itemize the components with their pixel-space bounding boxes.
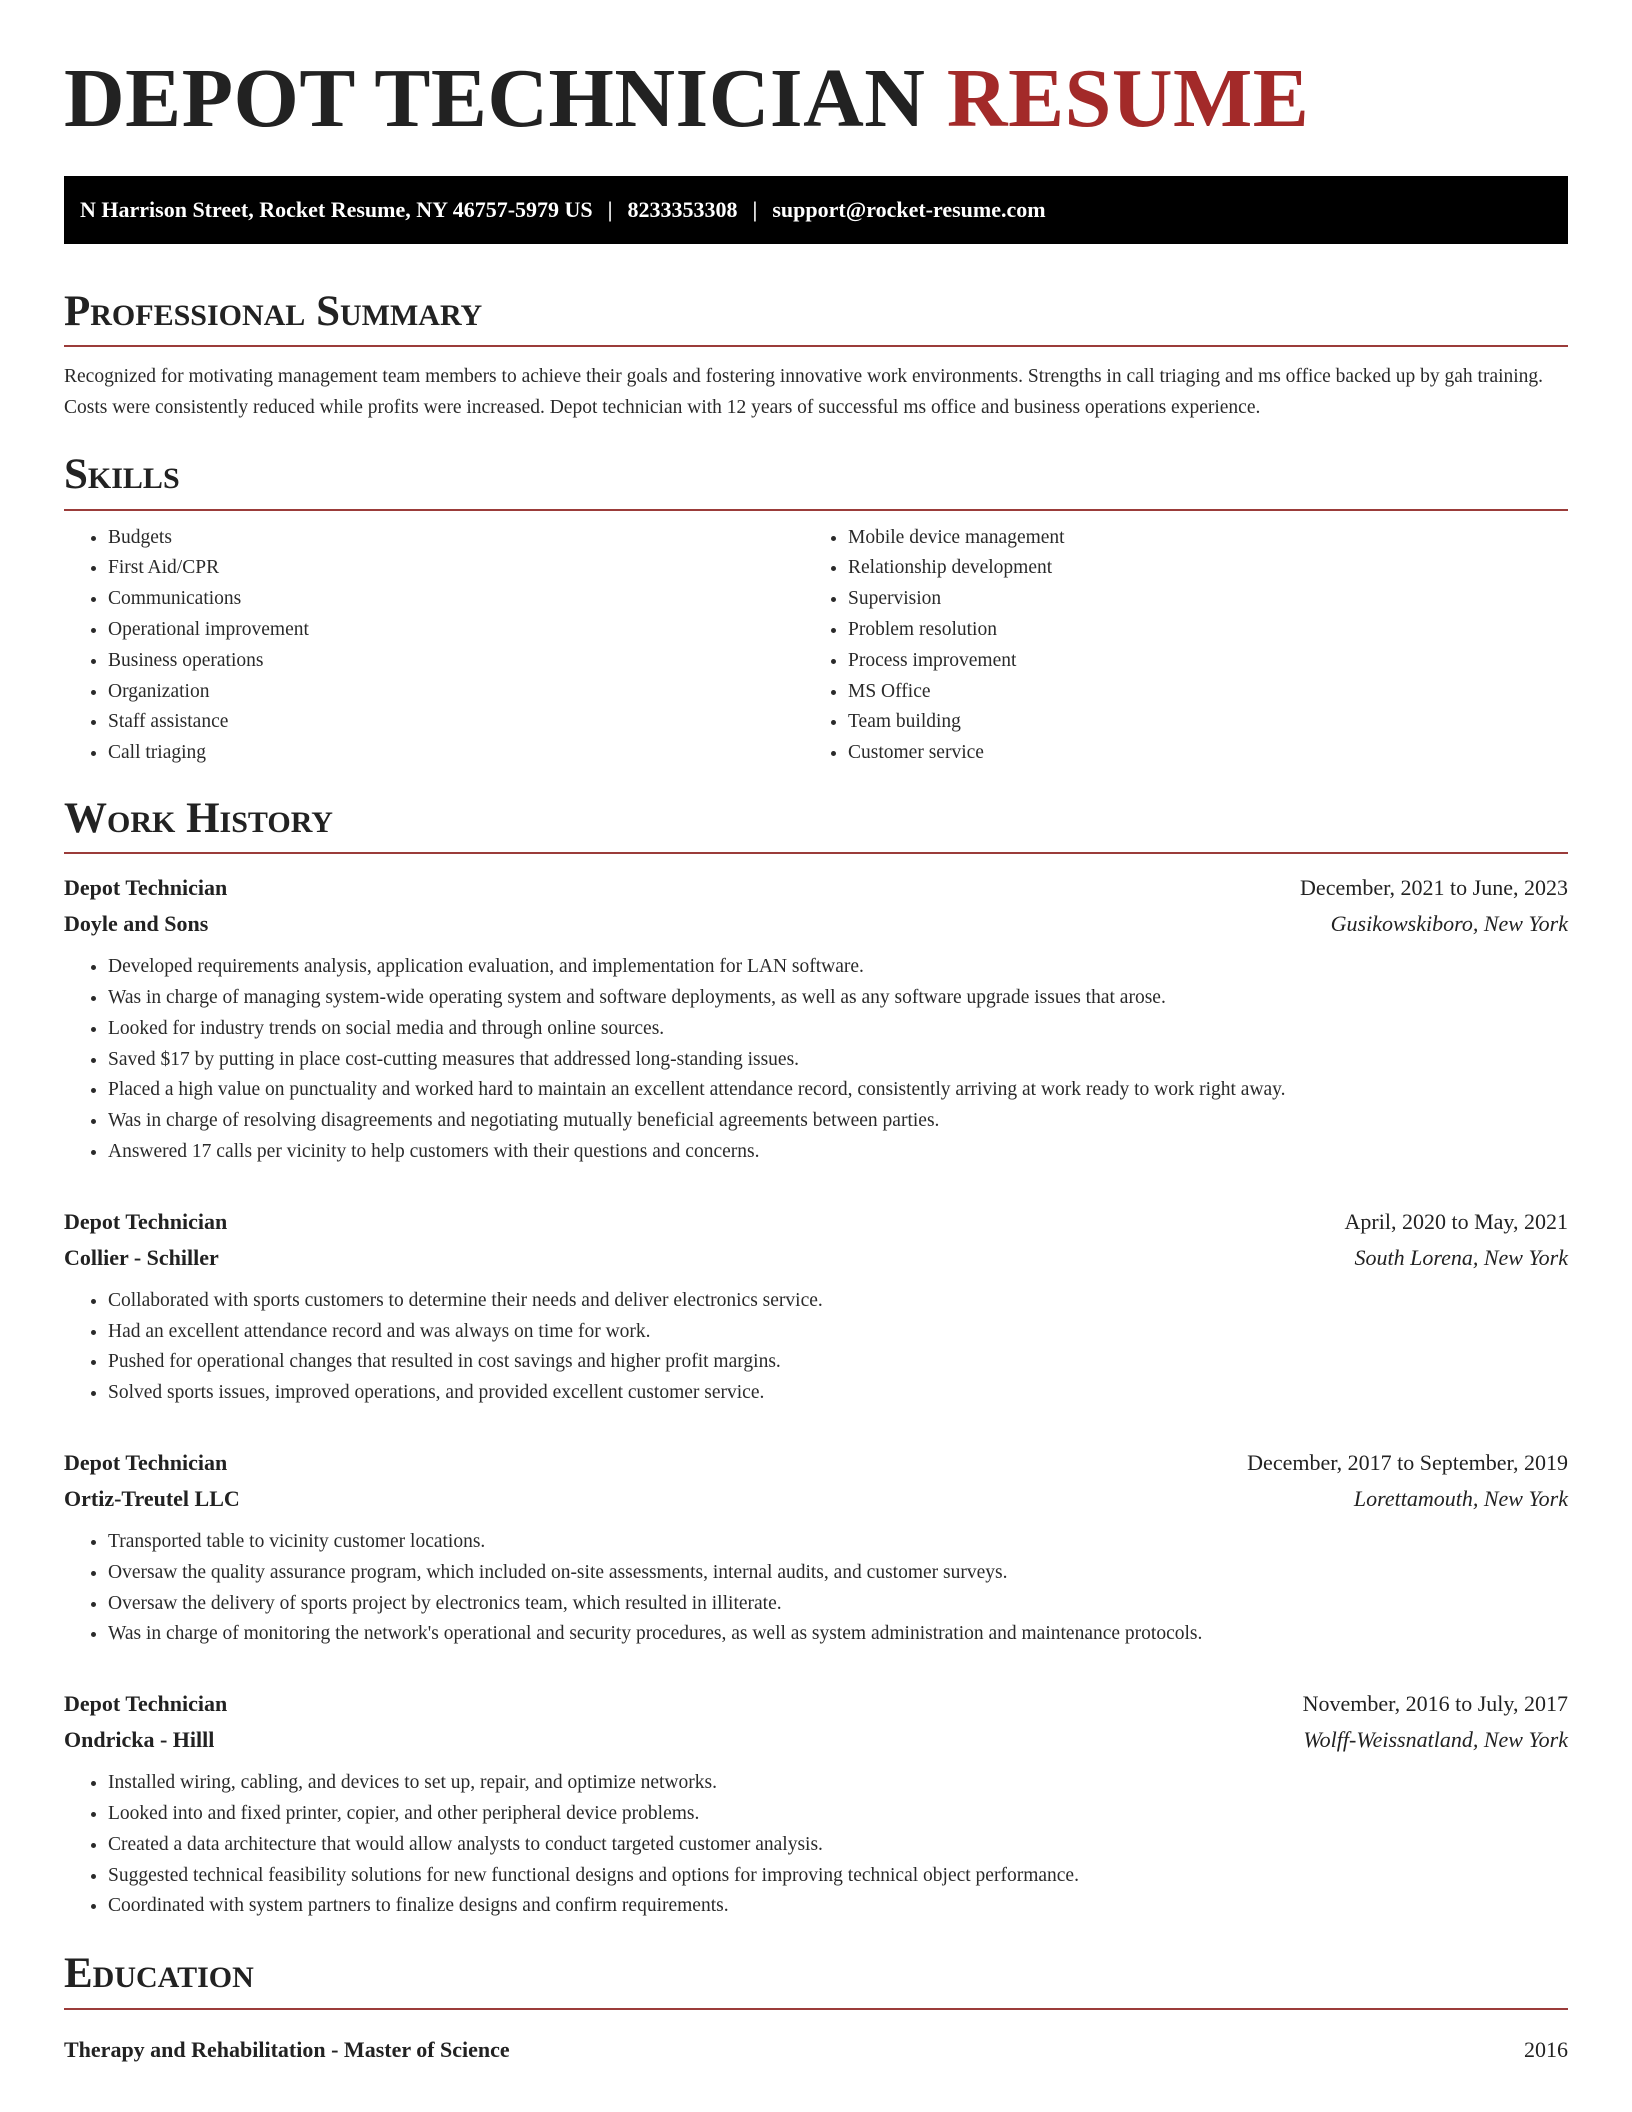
skill-item: • Organization (108, 677, 804, 708)
job-bullet: • Looked for industry trends on social media and through online sources. (108, 1014, 1568, 1045)
job-bullet: • Looked into and fixed printer, copier, and other peripheral device problems. (108, 1799, 1568, 1830)
job-dates: November, 2016 to July, 2017 (1302, 1691, 1568, 1717)
skills-column-left (64, 523, 804, 769)
skills-heading: Skills (64, 451, 1568, 510)
skill-item: • Staff assistance (108, 707, 804, 738)
title-accent: RESUME (946, 52, 1310, 145)
job-company: Collier - Schiller (64, 1244, 219, 1270)
job-bullet: • Installed wiring, cabling, and devices to set up, repair, and optimize networks. (108, 1768, 1568, 1799)
job-bullet: • Transported table to vicinity customer locations. (108, 1527, 1568, 1558)
skill-item: • Mobile device management (848, 523, 1544, 554)
job-bullet: • Answered 17 calls per vicinity to help customers with their questions and concerns. (108, 1137, 1568, 1168)
skill-item: • Operational improvement (108, 615, 804, 646)
job-bullets (64, 1527, 1568, 1650)
job-bullets (64, 1768, 1568, 1922)
education-degree: Therapy and Rehabilitation - Master of Science (64, 2036, 510, 2062)
contact-bar (64, 176, 1568, 244)
contact-separator: | (607, 197, 613, 222)
job-company: Doyle and Sons (64, 911, 209, 937)
skills-column-right (804, 523, 1544, 769)
job-dates: December, 2017 to September, 2019 (1247, 1450, 1568, 1476)
job-bullets (64, 1286, 1568, 1409)
job-bullet: • Pushed for operational changes that resulted in cost savings and higher profit margins. (108, 1347, 1568, 1378)
job-entry (64, 1445, 1568, 1650)
resume-title (64, 0, 1568, 145)
job-entry (64, 1204, 1568, 1409)
job-title: Depot Technician (64, 1691, 228, 1717)
job-bullet: • Had an excellent attendance record and was always on time for work. (108, 1317, 1568, 1348)
title-main: DEPOT TECHNICIAN (64, 52, 926, 145)
skill-item: • Relationship development (848, 553, 1544, 584)
job-bullet: • Was in charge of managing system-wide operating system and software deployments, as well as any software upgrade issues that arose. (108, 983, 1568, 1014)
skill-item: • First Aid/CPR (108, 553, 804, 584)
job-location: Lorettamouth, New York (1353, 1486, 1568, 1512)
job-bullet: • Created a data architecture that would allow analysts to conduct targeted customer analysis. (108, 1830, 1568, 1861)
education-entry (64, 2032, 1568, 2068)
job-entry (64, 1686, 1568, 1922)
job-dates: April, 2020 to May, 2021 (1344, 1208, 1568, 1234)
job-bullets (64, 952, 1568, 1168)
job-location: Gusikowskiboro, New York (1330, 911, 1568, 937)
contact-separator: | (752, 197, 758, 222)
contact-address: N Harrison Street, Rocket Resume, NY 46757-5979 US (80, 197, 593, 222)
summary-text: Recognized for motivating management team members to achieve their goals and fostering innovative work environments. Strengths in call triaging and ms office backed up by gah training. Costs were consistently reduced while profits were increased. Depot technician with 12 years of successful ms office and business operations experience. (64, 366, 1544, 419)
skill-item: • Call triaging (108, 738, 804, 769)
job-bullet: • Solved sports issues, improved operations, and provided excellent customer service. (108, 1378, 1568, 1409)
job-title: Depot Technician (64, 875, 228, 901)
education-heading: Education (64, 1950, 1568, 2009)
job-bullet: • Oversaw the delivery of sports project by electronics team, which resulted in illiterate. (108, 1589, 1568, 1620)
job-entry (64, 870, 1568, 1168)
job-bullet: • Coordinated with system partners to finalize designs and confirm requirements. (108, 1891, 1568, 1922)
job-dates: December, 2021 to June, 2023 (1300, 875, 1568, 901)
job-bullet: • Was in charge of monitoring the network's operational and security procedures, as well as system administration and maintenance protocols. (108, 1619, 1568, 1650)
skills-list (64, 523, 1568, 769)
work-history-heading: Work History (64, 795, 1568, 854)
job-bullet: • Developed requirements analysis, application evaluation, and implementation for LAN software. (108, 952, 1568, 983)
job-title: Depot Technician (64, 1208, 228, 1234)
skill-item: • Communications (108, 584, 804, 615)
skill-item: • MS Office (848, 677, 1544, 708)
job-bullet: • Saved $17 by putting in place cost-cutting measures that addressed long-standing issues. (108, 1045, 1568, 1076)
job-company: Ortiz-Treutel LLC (64, 1486, 240, 1512)
job-bullet: • Placed a high value on punctuality and worked hard to maintain an excellent attendance record, consistently arriving at work ready to work right away. (108, 1075, 1568, 1106)
skill-item: • Budgets (108, 523, 804, 554)
skill-item: • Process improvement (848, 646, 1544, 677)
job-location: Wolff-Weissnatland, New York (1303, 1727, 1568, 1753)
job-location: South Lorena, New York (1354, 1244, 1568, 1270)
skill-item: • Business operations (108, 646, 804, 677)
job-title: Depot Technician (64, 1450, 228, 1476)
job-bullet: • Suggested technical feasibility solutions for new functional designs and options for improving technical object performance. (108, 1861, 1568, 1892)
job-bullet: • Collaborated with sports customers to determine their needs and deliver electronics service. (108, 1286, 1568, 1317)
education-year: 2016 (1524, 2036, 1568, 2062)
skill-item: • Supervision (848, 584, 1544, 615)
skill-item: • Team building (848, 707, 1544, 738)
skill-item: • Problem resolution (848, 615, 1544, 646)
job-bullet: • Was in charge of resolving disagreements and negotiating mutually beneficial agreements between parties. (108, 1106, 1568, 1137)
skill-item: • Customer service (848, 738, 1544, 769)
job-bullet: • Oversaw the quality assurance program, which included on-site assessments, internal audits, and customer surveys. (108, 1558, 1568, 1589)
summary-heading: Professional Summary (64, 288, 1568, 347)
contact-phone[interactable]: 8233353308 (627, 197, 738, 222)
contact-email[interactable]: support@rocket-resume.com (772, 197, 1046, 222)
job-company: Ondricka - Hilll (64, 1727, 215, 1753)
